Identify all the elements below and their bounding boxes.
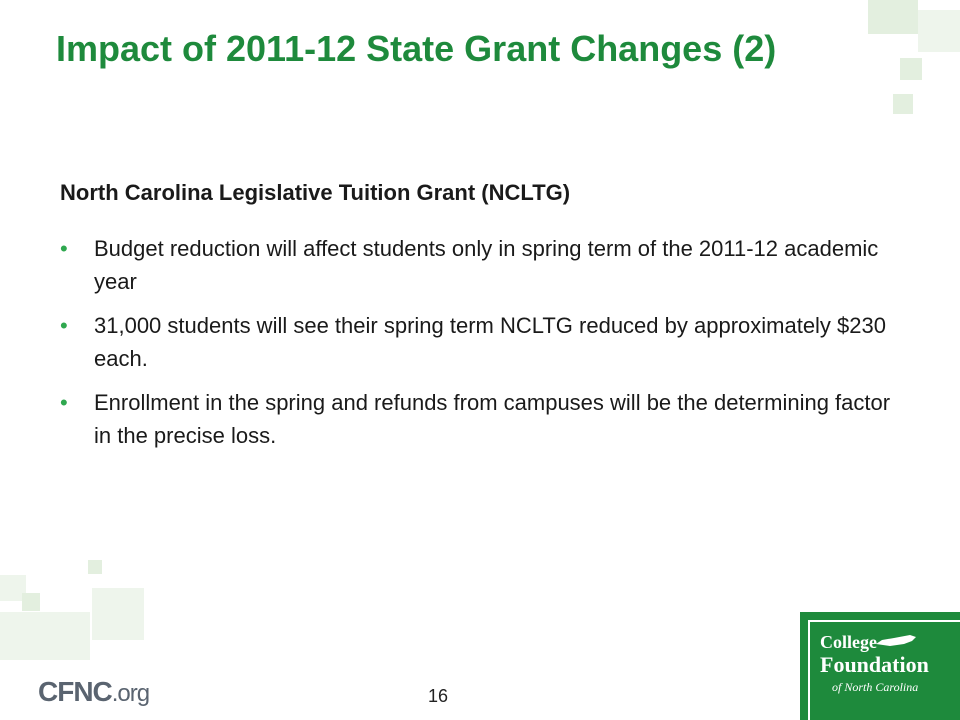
bullet-text: Enrollment in the spring and refunds from campuses will be the determining factor in the precise loss. — [94, 390, 891, 448]
decor-square — [92, 588, 144, 640]
cfnc-logo-text: CFNC — [38, 676, 112, 707]
bullet-dot-icon: • — [60, 313, 68, 338]
decor-square — [22, 593, 40, 611]
logo-line-college: College — [820, 632, 877, 652]
bullet-item — [60, 386, 900, 452]
decor-square — [88, 560, 102, 574]
bullet-text: 31,000 students will see their spring term NCLTG reduced by approximately $230 each. — [94, 313, 886, 371]
bullet-text: Budget reduction will affect students only in spring term of the 2011-12 academic year — [94, 236, 879, 294]
bullet-dot-icon: • — [60, 236, 68, 261]
page-number: 16 — [428, 686, 449, 706]
cfnc-logo-suffix: .org — [111, 680, 150, 707]
bullet-dot-icon: • — [60, 390, 68, 415]
decor-square — [0, 612, 90, 660]
logo-line-foundation: Foundation — [820, 652, 929, 677]
nc-map-icon — [876, 634, 916, 648]
decor-square — [918, 10, 960, 52]
bullet-item — [60, 232, 900, 298]
slide-title: Impact of 2011-12 State Grant Changes (2) — [56, 28, 777, 69]
decor-square — [893, 94, 913, 114]
bullet-item — [60, 309, 900, 375]
logo-line-state: of North Carolina — [832, 680, 919, 694]
bullet-list — [60, 232, 900, 463]
slide-subheading: North Carolina Legislative Tuition Grant (NCLTG) — [60, 180, 571, 205]
cfnc-logo — [38, 676, 149, 708]
